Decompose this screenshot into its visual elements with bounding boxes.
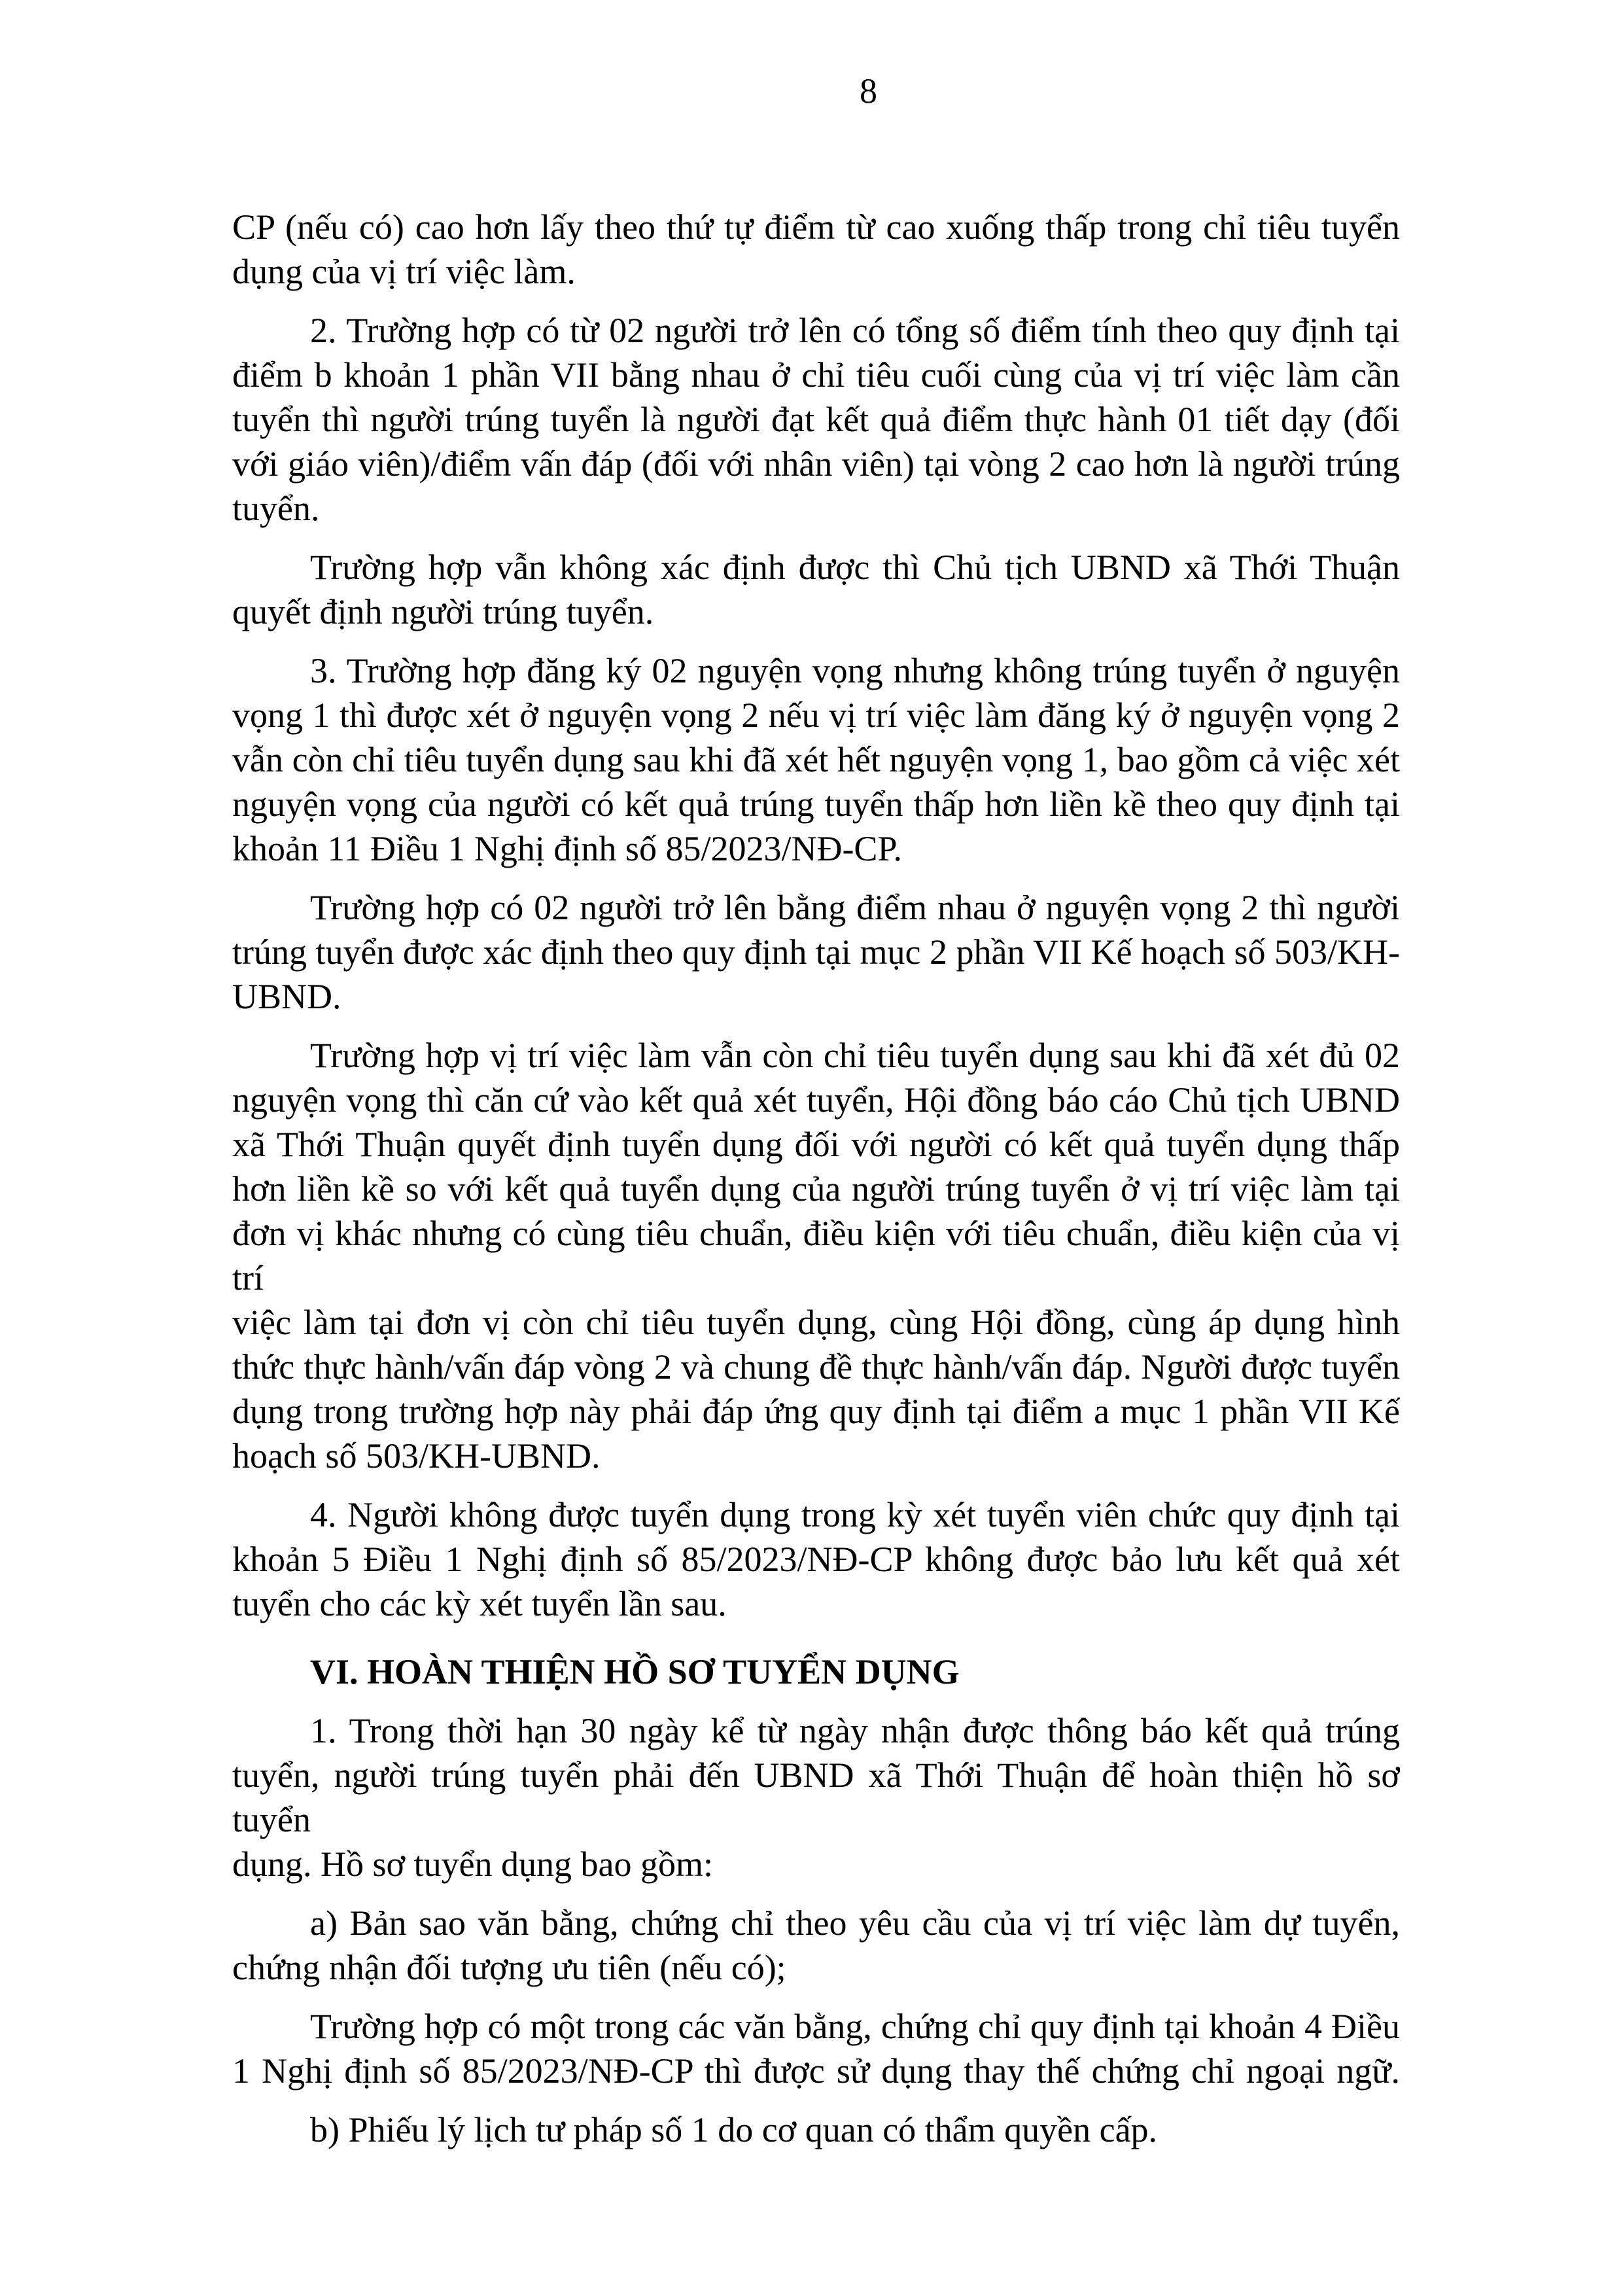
paragraph xyxy=(232,885,1400,1019)
text-line: chứng nhận đối tượng ưu tiên (nếu có); xyxy=(232,1948,786,1987)
paragraph xyxy=(232,1901,1400,1990)
text-line: trúng tuyển được xác định theo quy định tại mục 2 phần VII Kế hoạch số 503/KH- xyxy=(232,932,1400,972)
text-line: 3. Trường hợp đăng ký 02 nguyện vọng nhưng không trúng tuyển ở nguyện xyxy=(310,651,1400,690)
paragraph xyxy=(232,545,1400,634)
paragraph xyxy=(232,648,1400,871)
text-line: hơn liền kề so với kết quả tuyển dụng của người trúng tuyển ở vị trí việc làm tại xyxy=(232,1169,1400,1209)
text-line: xã Thới Thuận quyết định tuyển dụng đối với người có kết quả tuyển dụng thấp xyxy=(232,1125,1400,1164)
text-line: b) Phiếu lý lịch tư pháp số 1 do cơ quan có thẩm quyền cấp. xyxy=(310,2110,1158,2149)
text-line: 2. Trường hợp có từ 02 người trở lên có tổng số điểm tính theo quy định tại xyxy=(310,311,1400,350)
text-line: a) Bản sao văn bằng, chứng chỉ theo yêu cầu của vị trí việc làm dự tuyển, xyxy=(310,1903,1400,1943)
document-body xyxy=(232,205,1400,2152)
text-line: việc làm tại đơn vị còn chỉ tiêu tuyển dụng, cùng Hội đồng, cùng áp dụng hình xyxy=(232,1303,1400,1342)
text-line: Trường hợp có 02 người trở lên bằng điểm nhau ở nguyện vọng 2 thì người xyxy=(310,888,1400,927)
text-line: quyết định người trúng tuyển. xyxy=(232,592,654,631)
text-line: dụng. Hồ sơ tuyển dụng bao gồm: xyxy=(232,1845,714,1884)
paragraph xyxy=(232,1708,1400,1886)
text-line: dụng trong trường hợp này phải đáp ứng quy định tại điểm a mục 1 phần VII Kế xyxy=(232,1392,1400,1431)
text-line: với giáo viên)/điểm vấn đáp (đối với nhân viên) tại vòng 2 cao hơn là người trúng xyxy=(232,444,1400,484)
text-line: Trường hợp vẫn không xác định được thì Chủ tịch UBND xã Thới Thuận xyxy=(310,548,1400,587)
text-line: thức thực hành/vấn đáp vòng 2 và chung đề thực hành/vấn đáp. Người được tuyển xyxy=(232,1347,1400,1386)
section-heading xyxy=(232,1650,1400,1694)
text-line: UBND. xyxy=(232,977,341,1016)
text-line: điểm b khoản 1 phần VII bằng nhau ở chỉ tiêu cuối cùng của vị trí việc làm cần xyxy=(232,355,1400,395)
text-line: tuyển cho các kỳ xét tuyển lần sau. xyxy=(232,1584,727,1623)
text-line: tuyển thì người trúng tuyển là người đạt kết quả điểm thực hành 01 tiết dạy (đối xyxy=(232,400,1400,439)
text-line: khoản 11 Điều 1 Nghị định số 85/2023/NĐ-CP. xyxy=(232,829,902,868)
text-line: 1. Trong thời hạn 30 ngày kể từ ngày nhận được thông báo kết quả trúng xyxy=(310,1711,1400,1750)
text-line: tuyển, người trúng tuyển phải đến UBND xã Thới Thuận để hoàn thiện hồ sơ tuyển xyxy=(232,1756,1400,1839)
text-line: dụng của vị trí việc làm. xyxy=(232,252,576,291)
text-line: đơn vị khác nhưng có cùng tiêu chuẩn, điều kiện với tiêu chuẩn, điều kiện của vị trí xyxy=(232,1214,1400,1298)
text-line: vọng 1 thì được xét ở nguyện vọng 2 nếu vị trí việc làm đăng ký ở nguyện vọng 2 xyxy=(232,696,1400,735)
heading-text-line: VI. HOÀN THIỆN HỒ SƠ TUYỂN DỤNG xyxy=(310,1652,960,1691)
page-number: 8 xyxy=(860,71,877,111)
text-line: 4. Người không được tuyển dụng trong kỳ xét tuyển viên chức quy định tại xyxy=(310,1495,1400,1534)
paragraph xyxy=(232,308,1400,531)
text-line: hoạch số 503/KH-UBND. xyxy=(232,1436,601,1475)
text-line: Trường hợp vị trí việc làm vẫn còn chỉ tiêu tuyển dụng sau khi đã xét đủ 02 xyxy=(310,1036,1400,1075)
paragraph xyxy=(232,2004,1400,2152)
text-line: nguyện vọng của người có kết quả trúng tuyển thấp hơn liền kề theo quy định tại xyxy=(232,785,1400,824)
paragraph xyxy=(232,205,1400,294)
text-line: vẫn còn chỉ tiêu tuyển dụng sau khi đã xét hết nguyện vọng 1, bao gồm cả việc xét xyxy=(232,740,1400,779)
text-line: CP (nếu có) cao hơn lấy theo thứ tự điểm từ cao xuống thấp trong chỉ tiêu tuyển xyxy=(232,207,1400,247)
text-line: Trường hợp có một trong các văn bằng, chứng chỉ quy định tại khoản 4 Điều xyxy=(310,2007,1400,2046)
text-line: tuyển. xyxy=(232,489,320,528)
paragraph xyxy=(232,1033,1400,1478)
text-line: nguyện vọng thì căn cứ vào kết quả xét tuyển, Hội đồng báo cáo Chủ tịch UBND xyxy=(232,1080,1400,1120)
text-line: 1 Nghị định số 85/2023/NĐ-CP thì được sử dụng thay thế chứng chỉ ngoại ngữ. xyxy=(232,2051,1400,2091)
paragraph xyxy=(232,1492,1400,1626)
text-line: khoản 5 Điều 1 Nghị định số 85/2023/NĐ-CP không được bảo lưu kết quả xét xyxy=(232,1540,1400,1579)
